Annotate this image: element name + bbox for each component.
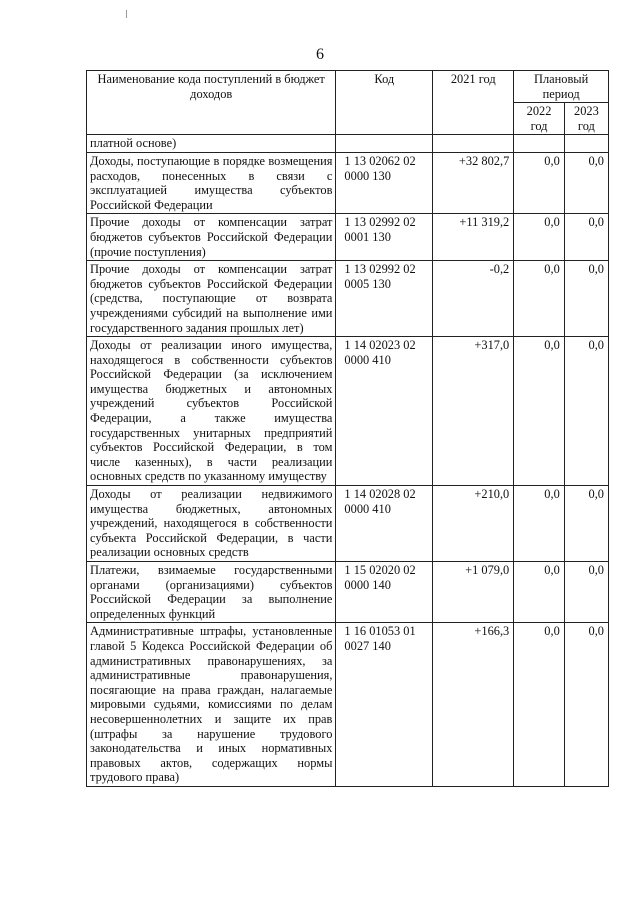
header-planned-period: Плановый период	[514, 71, 609, 103]
value-2021: +32 802,7	[433, 152, 514, 213]
value-2021: +166,3	[433, 623, 514, 787]
header-code: Код	[336, 71, 433, 135]
revenue-name: Доходы, поступающие в порядке возмещения расходов, понесенных в связи с эксплуатацией имущества субъектов Российской Федерации	[87, 152, 336, 213]
revenue-code: 1 13 02062 02 0000 130	[336, 152, 433, 213]
page-number: 6	[316, 46, 324, 63]
revenue-name: Прочие доходы от компенсации затрат бюджетов субъектов Российской Федерации (прочие поступления)	[87, 214, 336, 261]
header-2021: 2021 год	[433, 71, 514, 135]
revenue-name: Административные штрафы, установленные главой 5 Кодекса Российской Федерации об административных правонарушениях, за административные правонарушения, посягающие на права граждан, налагаемые мировыми судьями, комиссиями по делам несовершеннолетних и защите их прав (штрафы за нарушение трудового законодательства и иных нормативных правовых актов, содержащих нормы трудового права)	[87, 623, 336, 787]
continuation-row	[87, 135, 609, 153]
revenue-code: 1 16 01053 01 0027 140	[336, 623, 433, 787]
revenue-name: Доходы от реализации недвижимого имущества бюджетных, автономных учреждений, находящегося в собственности субъекта Российской Федерации, в части реализации основных средств	[87, 486, 336, 562]
revenue-code: 1 14 02028 02 0000 410	[336, 486, 433, 562]
value-2021: +317,0	[433, 337, 514, 486]
revenue-name: Доходы от реализации иного имущества, находящегося в собственности субъектов Российской Федерации (за исключением имущества бюджетных и автономных учреждений субъектов Российской Федерации, а также имущества государственных унитарных предприятий субъектов Российской Федерации, в том числе казенных), в части реализации основных средств по указанному имуществу	[87, 337, 336, 486]
value-2022: 0,0	[514, 337, 565, 486]
table-row	[87, 261, 609, 337]
value-2022: 0,0	[514, 214, 565, 261]
continuation-empty	[336, 135, 433, 153]
continuation-text: платной основе)	[87, 135, 336, 153]
value-2021: +210,0	[433, 486, 514, 562]
table-row	[87, 562, 609, 623]
header-2022: 2022 год	[514, 103, 565, 135]
table-row	[87, 214, 609, 261]
value-2021: +11 319,2	[433, 214, 514, 261]
revenue-table	[86, 70, 609, 787]
scan-mark	[126, 10, 127, 18]
value-2022: 0,0	[514, 486, 565, 562]
revenue-code: 1 14 02023 02 0000 410	[336, 337, 433, 486]
value-2023: 0,0	[564, 337, 608, 486]
table-row	[87, 623, 609, 787]
header-name: Наименование кода поступлений в бюджет доходов	[87, 71, 336, 135]
revenue-code: 1 15 02020 02 0000 140	[336, 562, 433, 623]
revenue-code: 1 13 02992 02 0005 130	[336, 261, 433, 337]
value-2023: 0,0	[564, 152, 608, 213]
value-2022: 0,0	[514, 152, 565, 213]
value-2023: 0,0	[564, 623, 608, 787]
value-2021: -0,2	[433, 261, 514, 337]
continuation-empty	[433, 135, 514, 153]
header-2023: 2023 год	[564, 103, 608, 135]
value-2022: 0,0	[514, 261, 565, 337]
revenue-name: Платежи, взимаемые государственными органами (организациями) субъектов Российской Федерации за выполнение определенных функций	[87, 562, 336, 623]
value-2023: 0,0	[564, 214, 608, 261]
value-2022: 0,0	[514, 562, 565, 623]
continuation-empty	[564, 135, 608, 153]
value-2023: 0,0	[564, 562, 608, 623]
table-row	[87, 486, 609, 562]
table-row	[87, 152, 609, 213]
value-2021: +1 079,0	[433, 562, 514, 623]
value-2023: 0,0	[564, 486, 608, 562]
revenue-code: 1 13 02992 02 0001 130	[336, 214, 433, 261]
revenue-name: Прочие доходы от компенсации затрат бюджетов субъектов Российской Федерации (средства, поступающие от возврата учреждениями субсидий на выполнение ими государственного задания прошлых лет)	[87, 261, 336, 337]
header-row	[87, 71, 609, 103]
value-2022: 0,0	[514, 623, 565, 787]
value-2023: 0,0	[564, 261, 608, 337]
continuation-empty	[514, 135, 565, 153]
table-row	[87, 337, 609, 486]
